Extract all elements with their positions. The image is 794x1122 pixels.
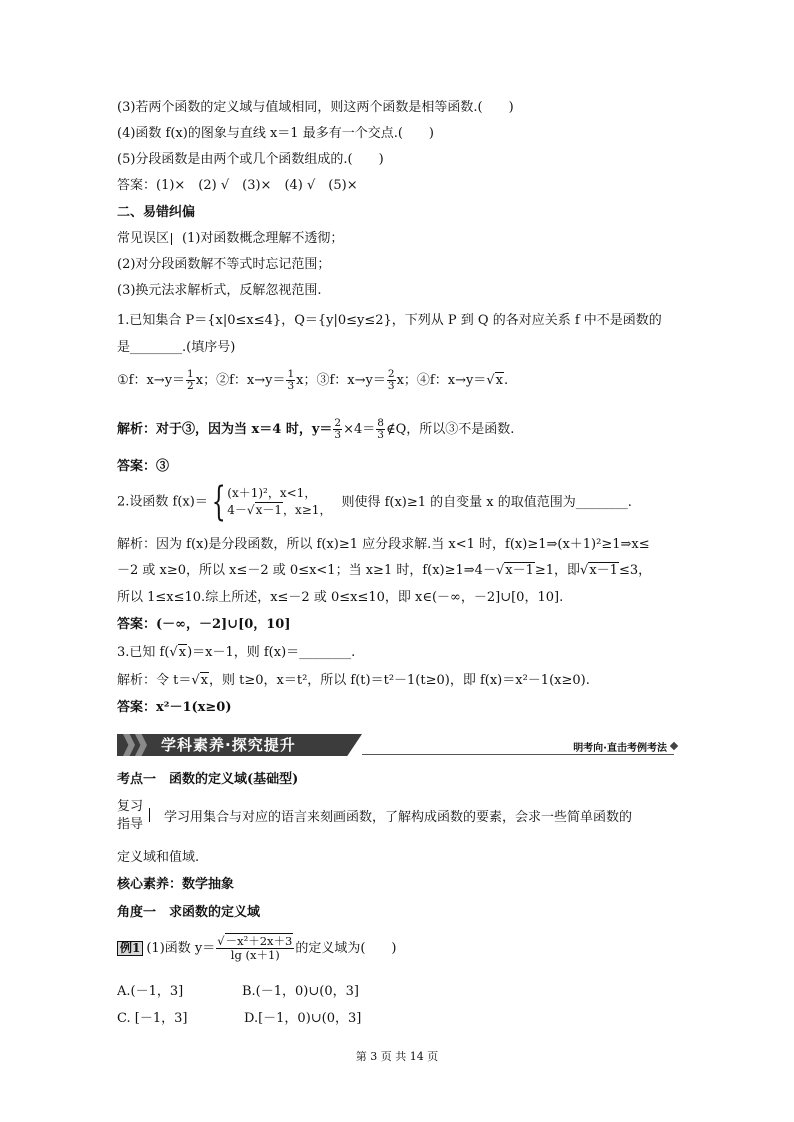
mistake-3: (3)换元法求解析式，反解忽视范围. (117, 283, 322, 298)
option-4-tail: . (503, 373, 509, 388)
option-d[interactable]: D.[－1，0)∪(0，3] (244, 1011, 362, 1026)
diamond-icon (670, 742, 678, 750)
question-3-solution: 解析：令 t＝√x，则 t≥0，x＝t²，所以 f(t)＝t²－1(t≥0)，即 f(x)＝x²－1(x≥0). (117, 673, 590, 688)
left-brace: { (211, 479, 226, 525)
text: ≥1，即 (534, 563, 581, 578)
statement-5: (5)分段函数是由两个或几个函数组成的.( ) (117, 152, 384, 167)
mistake-1: (1)对函数概念理解不透彻； (182, 231, 344, 246)
section-banner (117, 731, 677, 757)
question-2-stem: 2.设函数 f(x)＝ (117, 494, 208, 510)
text: (1)函数 y＝ (146, 941, 216, 956)
q2-solution-line-2: －2 或 x≥0，所以 x≤－2 或 0≤x<1；当 x≥1 时，f(x)≥1⇒4－√x－1≥1，即√x－1≤3， (117, 563, 652, 578)
numerator: 1 (287, 368, 295, 380)
label-divider (149, 808, 150, 822)
question-1-options: ①f：x→y＝ $\frac{1}{2}$ x；②f：x→y＝ $\frac{1}{3}$ x；③f：x→y＝ $\frac{2}{3}$ x；④f：x→y＝√x. (117, 368, 509, 392)
option-b[interactable]: B.(－1，0)∪(0，3] (242, 984, 359, 999)
sqrt-content: x (200, 673, 208, 688)
fraction (216, 935, 294, 962)
option-1-tail: x； (195, 373, 217, 388)
fraction (186, 369, 195, 392)
denominator: 3 (334, 429, 342, 441)
numerator: 2 (387, 368, 395, 380)
text: －2 或 x≥0，所以 x≤－2 或 0≤x<1；当 x≥1 时，f(x)≥1⇒4－ (117, 563, 496, 578)
case-2: 4－√x－1，x≥1， (227, 503, 332, 517)
denominator: 3 (387, 380, 395, 392)
q2-solution-line-1: 解析：因为 f(x)是分段函数，所以 f(x)≥1 应分段求解.当 x<1 时，f(x)≥1⇒(x＋1)²≥1⇒x≤ (117, 537, 650, 552)
review-label-line-2: 指导 (117, 817, 144, 832)
option-2-text: ②f：x→y＝ (216, 373, 286, 388)
denominator: lg (x＋1) (230, 948, 280, 962)
text: )＝x－1，则 f(x)＝________. (187, 645, 356, 660)
mistake-2: (2)对分段函数解不等式时忘记范围； (117, 257, 331, 272)
common-mistakes-label: 常见误区 (117, 231, 170, 246)
review-guide-text: 学习用集合与对应的语言来刻画函数，了解构成函数的要素，会求一些简单函数的 (164, 810, 633, 825)
banner-title: 学科素养·探究提升 (161, 736, 296, 754)
numerator: 2 (334, 417, 342, 429)
sqrt-content: x－1 (505, 563, 534, 578)
sqrt-content: x (178, 645, 187, 660)
fraction (286, 369, 295, 392)
solution-text: ×4＝ (343, 422, 376, 437)
fraction (333, 418, 342, 441)
text: 的定义域为( ) (295, 941, 397, 956)
solution-text: 解析：对于③，因为当 x＝4 时，y＝ (117, 422, 333, 437)
angle-heading: 角度一 求函数的定义域 (117, 905, 261, 920)
piecewise-cases (227, 485, 331, 519)
banner-rule (362, 754, 674, 755)
fraction (376, 418, 385, 441)
question-3: 3.已知 f(√x)＝x－1，则 f(x)＝________. (117, 645, 356, 660)
answer-q1: 答案：③ (117, 459, 170, 474)
section-heading-errors: 二、易错纠偏 (117, 205, 196, 220)
example-tag: 例1 (117, 941, 143, 956)
review-guide-continued: 定义域和值域. (117, 850, 200, 865)
answer-q3: 答案：x²－1(x≥0) (117, 700, 232, 715)
topic-heading: 考点一 函数的定义域(基础型) (117, 772, 299, 787)
denominator: 3 (287, 380, 295, 392)
answer-q2: 答案：(－∞，－2]∪[0，10] (117, 617, 291, 632)
review-guide-label (117, 798, 143, 834)
option-3-tail: x； (396, 373, 417, 388)
text: 解析：令 t＝ (117, 673, 192, 688)
fraction (387, 369, 396, 392)
statement-3: (3)若两个函数的定义域与值域相同，则这两个函数是相等函数.( ) (117, 100, 514, 115)
review-label-line-1: 复习 (117, 799, 144, 814)
question-2 (117, 479, 632, 525)
question-1-line-2: 是________.(填序号) (117, 340, 236, 355)
q2-solution-line-3: 所以 1≤x≤10.综上所述，x≤－2 或 0≤x≤10，即 x∈(－∞，－2]∪[0，10]. (117, 590, 564, 605)
option-c[interactable]: C. [－1，3] (117, 1011, 188, 1026)
denominator: 3 (377, 429, 384, 441)
text: ≤3， (618, 563, 652, 578)
option-a[interactable]: A.(－1，3] (117, 984, 184, 999)
statement-4: (4)函数 f(x)的图象与直线 x＝1 最多有一个交点.( ) (117, 126, 434, 141)
numerator: 1 (187, 368, 194, 380)
question-1-line-1: 1.已知集合 P＝{x|0≤x≤4}，Q＝{y|0≤y≤2}，下列从 P 到 Q 的各对应关系 f 中不是函数的 (117, 313, 662, 328)
option-2-tail: x； (296, 373, 317, 388)
case-2-prefix: 4－ (227, 503, 247, 517)
sqrt-content: －x²＋2x＋3 (225, 934, 293, 948)
option-4-text: ④f：x→y＝ (416, 373, 487, 388)
example-1 (117, 932, 396, 966)
page-footer: 第 3 页 共 14 页 (355, 1050, 439, 1063)
denominator: 2 (187, 380, 194, 392)
option-1-text: ①f：x→y＝ (117, 373, 186, 388)
numerator: √－x²＋2x＋3 (217, 934, 293, 948)
case-2-suffix: ，x≥1， (282, 503, 332, 517)
question-1-solution (117, 418, 514, 441)
sqrt-content: x－1 (589, 563, 618, 578)
case-1: (x＋1)²，x<1， (227, 486, 317, 500)
numerator: 8 (377, 417, 384, 429)
banner-subtitle: 明考向·直击考例考法 (573, 743, 667, 754)
common-mistakes-line (117, 231, 343, 247)
label-divider (171, 233, 172, 245)
text: 3.已知 f( (117, 645, 170, 660)
question-2-tail: 则使得 f(x)≥1 的自变量 x 的取值范围为________. (341, 494, 632, 510)
option-3-text: ③f：x→y＝ (316, 373, 386, 388)
sqrt-content: x (495, 373, 503, 388)
core-literacy: 核心素养：数学抽象 (117, 877, 235, 892)
text: ，则 t≥0，x＝t²，所以 f(t)＝t²－1(t≥0)，即 f(x)＝x²－1(x≥0). (209, 673, 590, 688)
solution-text: ∉Q，所以③不是函数. (385, 422, 515, 437)
answer-line-1: 答案：(1)× (2) √ (3)× (4) √ (5)× (117, 178, 358, 193)
sqrt-content: x－1 (255, 503, 282, 517)
